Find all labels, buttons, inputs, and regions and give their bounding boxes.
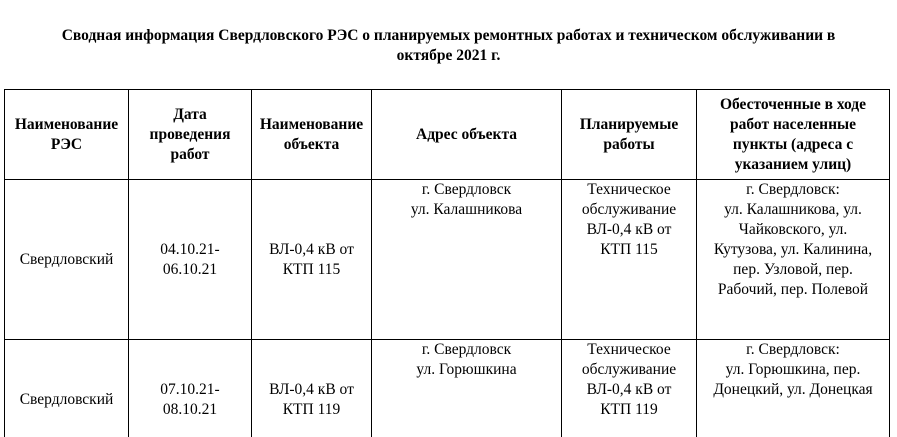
cell-object-address: [372, 180, 562, 340]
date-end: 06.10.21: [162, 260, 218, 278]
cell-planned-works: [562, 340, 697, 437]
document-title-line-1: Сводная информация Свердловского РЭС о планируемых ремонтных работах и техническом обслуживании в: [61, 27, 836, 44]
table-header-row: [5, 90, 890, 180]
work-line: Техническое: [587, 341, 671, 358]
outage-line: Рабочий, пер. Полевой: [717, 281, 869, 298]
cell-object-name: [252, 340, 372, 437]
outage-line: г. Свердловск:: [746, 341, 840, 358]
address-line: г. Свердловск: [421, 341, 512, 358]
date-start: 07.10.21-: [160, 381, 220, 398]
work-line: ВЛ-0,4 кВ от: [586, 381, 672, 398]
cell-work-date: [129, 340, 252, 437]
header-work-date: Дата проведения работ: [129, 90, 252, 180]
work-line: обслуживание: [581, 361, 677, 378]
header-res-name: Наименование РЭС: [5, 90, 129, 180]
outage-line: пер. Узловой, пер.: [733, 261, 853, 278]
maintenance-schedule-table: [4, 89, 890, 437]
cell-outage-areas: [697, 180, 890, 340]
outage-line: ул. Калашникова, ул.: [724, 201, 862, 218]
address-line: ул. Калашникова: [410, 201, 523, 218]
header-planned-works: Планируемые работы: [562, 90, 697, 180]
address-line: г. Свердловск: [421, 181, 512, 198]
cell-res-name: Свердловский: [5, 180, 129, 340]
document-title: [0, 26, 897, 66]
object-line: КТП 115: [282, 260, 341, 278]
outage-line: г. Свердловск:: [746, 181, 840, 198]
date-start: 04.10.21-: [160, 240, 220, 258]
outage-line: Кутузова, ул. Калинина,: [713, 241, 873, 258]
cell-planned-works: [562, 180, 697, 340]
address-line: ул. Горюшкина: [416, 361, 517, 378]
header-outage-areas: Обесточенные в ходе работ населенные пункты (адреса с указанием улиц): [697, 90, 890, 180]
table-row: [5, 340, 890, 437]
work-line: Техническое: [587, 181, 671, 198]
cell-work-date: [129, 180, 252, 340]
cell-object-name: [252, 180, 372, 340]
work-line: КТП 119: [600, 401, 658, 418]
table-row: [5, 180, 890, 340]
date-end: 08.10.21: [162, 401, 218, 418]
cell-outage-areas: [697, 340, 890, 437]
header-object-address: Адрес объекта: [372, 90, 562, 180]
object-line: ВЛ-0,4 кВ от: [269, 381, 354, 398]
cell-object-address: [372, 340, 562, 437]
object-line: ВЛ-0,4 кВ от: [269, 240, 354, 258]
document-title-line-2: октябре 2021 г.: [396, 47, 501, 64]
cell-res-name: Свердловский: [5, 340, 129, 437]
work-line: ВЛ-0,4 кВ от: [586, 221, 672, 238]
outage-line: Донецкий, ул. Донецкая: [713, 381, 873, 398]
object-line: КТП 119: [282, 401, 341, 418]
outage-line: Чайковского, ул.: [738, 221, 848, 238]
header-object-name: Наименование объекта: [252, 90, 372, 180]
work-line: КТП 115: [600, 241, 658, 258]
work-line: обслуживание: [581, 201, 677, 218]
outage-line: ул. Горюшкина, пер.: [725, 361, 861, 378]
